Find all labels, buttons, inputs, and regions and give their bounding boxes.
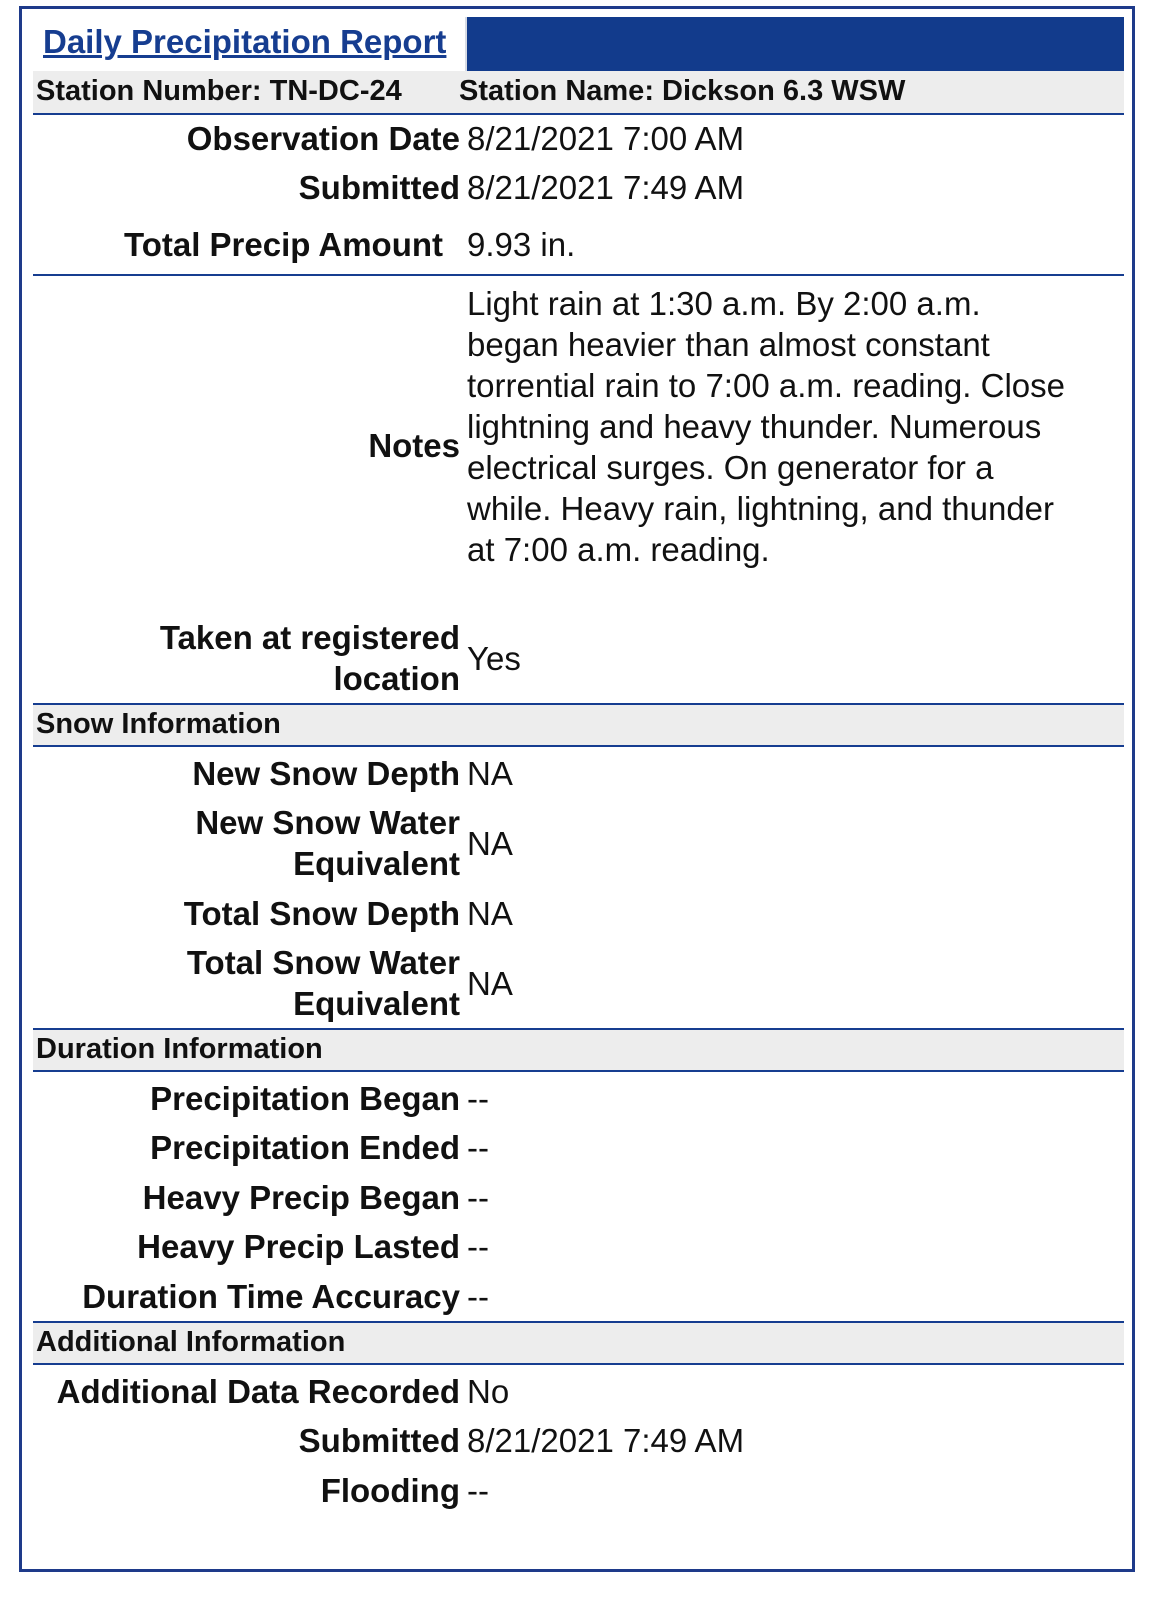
notes-value: Light rain at 1:30 a.m. By 2:00 a.m. began heavier than almost constant torrential rain to 7:00 a.m. reading. Close lightning and heavy thunder. Numerous electrical surges. On generator for a while. Heavy rain, lightning, and thunder at 7:00 a.m. reading.: [467, 285, 1065, 568]
duration-section-band: [33, 1030, 1124, 1072]
total-snow-water-label-line1: Total Snow Water: [186, 944, 460, 981]
submitted-value: 8/21/2021 7:49 AM: [467, 169, 745, 206]
flooding-value: --: [467, 1472, 489, 1509]
additional-data-recorded-value: No: [467, 1373, 510, 1410]
new-snow-water-value: NA: [467, 825, 513, 862]
taken-at-location-label-line1: Taken at registered: [159, 619, 460, 656]
duration-accuracy-value: --: [467, 1278, 489, 1315]
divider: [33, 274, 1124, 276]
flooding-label: Flooding: [320, 1472, 460, 1509]
total-precip-value: 9.93 in.: [467, 226, 576, 263]
new-snow-water-label-line2: Equivalent: [293, 845, 460, 882]
precip-ended-value: --: [467, 1129, 489, 1166]
snow-section-band: [33, 705, 1124, 747]
taken-at-location-value: Yes: [467, 640, 521, 677]
new-snow-depth-value: NA: [467, 755, 513, 792]
title-cell: [33, 17, 467, 71]
total-snow-water-label-line2: Equivalent: [293, 985, 460, 1022]
additional-section-heading: Additional Information: [36, 1326, 346, 1358]
heavy-precip-lasted-label: Heavy Precip Lasted: [137, 1228, 460, 1265]
report-title-link[interactable]: Daily Precipitation Report: [43, 23, 447, 60]
station-number: Station Number: TN-DC-24: [36, 75, 402, 107]
total-precip-label: Total Precip Amount: [123, 226, 443, 263]
heavy-precip-lasted-value: --: [467, 1228, 489, 1265]
precip-began-value: --: [467, 1080, 489, 1117]
additional-submitted-label: Submitted: [298, 1422, 460, 1459]
duration-section-heading: Duration Information: [36, 1033, 323, 1065]
new-snow-water-label-line1: New Snow Water: [195, 804, 460, 841]
additional-data-recorded-label: Additional Data Recorded: [56, 1373, 460, 1410]
taken-at-location-label-line2: location: [333, 660, 460, 697]
observation-date-label: Observation Date: [186, 120, 460, 157]
additional-section-band: [33, 1323, 1124, 1365]
total-snow-depth-label: Total Snow Depth: [183, 895, 460, 932]
notes-label: Notes: [368, 427, 460, 464]
heavy-precip-began-label: Heavy Precip Began: [142, 1179, 460, 1216]
station-name: Station Name: Dickson 6.3 WSW: [459, 75, 906, 107]
station-band: [33, 71, 1124, 115]
snow-section-heading: Snow Information: [36, 708, 281, 740]
additional-submitted-value: 8/21/2021 7:49 AM: [467, 1422, 745, 1459]
precip-ended-label: Precipitation Ended: [150, 1129, 460, 1166]
precip-began-label: Precipitation Began: [150, 1080, 460, 1117]
title-bar: [33, 17, 1124, 71]
submitted-label: Submitted: [298, 169, 460, 206]
total-snow-depth-value: NA: [467, 895, 513, 932]
total-snow-water-value: NA: [467, 965, 513, 1002]
heavy-precip-began-value: --: [467, 1179, 489, 1216]
new-snow-depth-label: New Snow Depth: [192, 755, 460, 792]
duration-accuracy-label: Duration Time Accuracy: [82, 1278, 460, 1315]
observation-date-value: 8/21/2021 7:00 AM: [467, 120, 745, 157]
